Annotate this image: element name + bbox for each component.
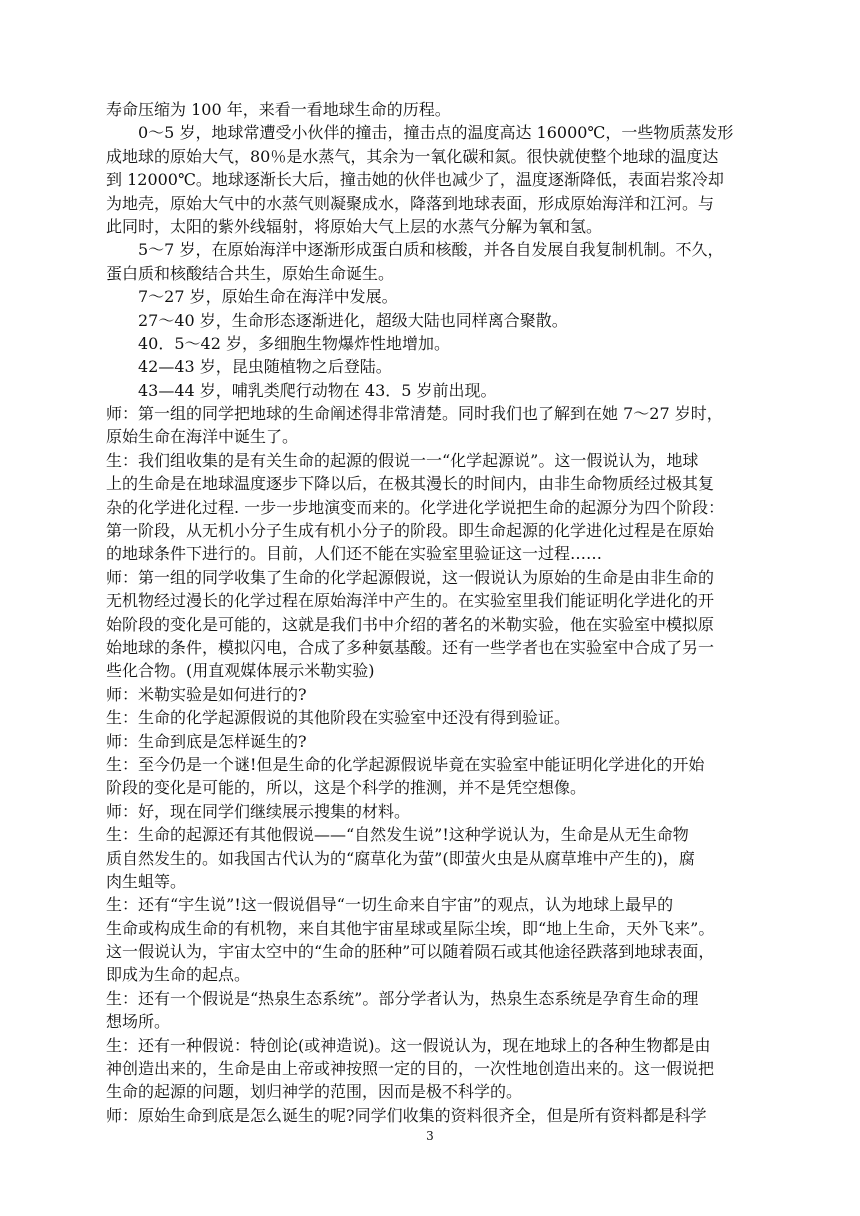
- text-line: 生：我们组收集的是有关生命的起源的假说一一“化学起源说”。这一假说认为，地球: [106, 450, 699, 470]
- text-line: 42—43 岁，昆虫随植物之后登陆。: [138, 357, 392, 377]
- text-line: 原始生命在海洋中诞生了。: [106, 427, 299, 447]
- text-line: 蛋白质和核酸结合共生，原始生命诞生。: [106, 263, 395, 283]
- text-line: 杂的化学进化过程. 一步一步地演变而来的。化学进化学说把生命的起源分为四个阶段：: [106, 497, 725, 517]
- text-line: 阶段的变化是可能的，所以，这是个科学的推测，并不是凭空想像。: [106, 778, 587, 798]
- text-line: 此同时，太阳的紫外线辐射，将原始大气上层的水蒸气分解为氧和氢。: [106, 216, 603, 236]
- text-line: 生：生命的起源还有其他假说——“自然发生说”!这种学说认为，生命是从无生命物: [106, 825, 689, 845]
- document-page: [106, 98, 760, 1127]
- text-line: 这一假说认为，宇宙太空中的“生命的胚种”可以随着陨石或其他途径跌落到地球表面，: [106, 942, 715, 962]
- text-line: 成地球的原始大气，80％是水蒸气，其余为一氧化碳和氮。很快就使整个地球的温度达: [106, 146, 719, 166]
- text-line: 43—44 岁，哺乳类爬行动物在 43．5 岁前出现。: [138, 380, 497, 400]
- text-line: 生：至今仍是一个谜!但是生命的化学起源假说毕竟在实验室中能证明化学进化的开始: [106, 754, 705, 774]
- text-line: 即成为生命的起点。: [106, 965, 251, 985]
- text-line: 生：生命的化学起源假说的其他阶段在实验室中还没有得到验证。: [106, 708, 571, 728]
- text-line: 生：还有“宇生说”!这一假说倡导“一切生命来自宇宙”的观点，认为地球上最早的: [106, 895, 674, 915]
- text-line: 师：米勒实验是如何进行的?: [106, 684, 307, 704]
- text-line: 生：还有一个假说是“热泉生态系统”。部分学者认为，热泉生态系统是孕育生命的理: [106, 988, 699, 1008]
- text-line: 神创造出来的，生命是由上帝或神按照一定的目的，一次性地创造出来的。这一假说把: [106, 1059, 715, 1079]
- page-number: 3: [426, 1129, 434, 1143]
- text-line: 为地壳，原始大气中的水蒸气则凝聚成水，降落到地球表面，形成原始海洋和江河。与: [106, 193, 715, 213]
- text-line: 师：生命到底是怎样诞生的?: [106, 731, 307, 751]
- text-line: 些化合物。(用直观媒体展示米勒实验): [106, 661, 375, 681]
- text-line: 的地球条件下进行的。目前，人们还不能在实验室里验证这一过程……: [106, 544, 603, 564]
- text-line: 第一阶段，从无机小分子生成有机小分子的阶段。即生命起源的化学进化过程是在原始: [106, 521, 715, 541]
- text-line: 到 12000℃。地球逐渐长大后，撞击她的伙伴也减少了，温度逐渐降低，表面岩浆冷却: [106, 170, 724, 190]
- text-line: 生：还有一种假说：特创论(或神造说)。这一假说认为，现在地球上的各种生物都是由: [106, 1035, 711, 1055]
- text-line: 想场所。: [106, 1012, 171, 1032]
- text-line: 生命的起源的问题，划归神学的范围，因而是极不科学的。: [106, 1082, 523, 1102]
- text-line: 始地球的条件，模拟闪电，合成了多种氨基酸。还有一些学者也在实验室中合成了另一: [106, 637, 715, 657]
- text-line: 0～5 岁，地球常遭受小伙伴的撞击，撞击点的温度高达 16000℃，一些物质蒸发形: [138, 123, 734, 143]
- text-line: 肉生蛆等。: [106, 871, 187, 891]
- text-line: 5～7 岁，在原始海洋中逐渐形成蛋白质和核酸，并各自发展自我复制机制。不久，: [138, 240, 724, 260]
- text-line: 质自然发生的。如我国古代认为的“腐草化为萤”(即萤火虫是从腐草堆中产生的)，腐: [106, 848, 695, 868]
- text-line: 40．5～42 岁，多细胞生物爆炸性地增加。: [138, 333, 450, 353]
- text-line: 师：第一组的同学把地球的生命阐述得非常清楚。同时我们也了解到在她 7～27 岁时，: [106, 404, 723, 424]
- text-line: 寿命压缩为 100 年，来看一看地球生命的历程。: [106, 100, 451, 119]
- text-line: 27～40 岁，生命形态逐渐进化，超级大陆也同样离合聚散。: [138, 310, 568, 330]
- text-line: 师：第一组的同学收集了生命的化学起源假说，这一假说认为原始的生命是由非生命的: [106, 567, 715, 587]
- text-line: 生命或构成生命的有机物，来自其他宇宙星球或星际尘埃，即“地上生命，天外飞来”。: [106, 918, 715, 938]
- text-line: 始阶段的变化是可能的，这就是我们书中介绍的著名的米勒实验，他在实验室中模拟原: [106, 614, 715, 634]
- text-line: 上的生命是在地球温度逐步下降以后，在极其漫长的时间内，由非生命物质经过极其复: [106, 474, 715, 494]
- text-line: 无机物经过漫长的化学过程在原始海洋中产生的。在实验室里我们能证明化学进化的开: [106, 591, 715, 611]
- text-line: 师：好，现在同学们继续展示搜集的材料。: [106, 801, 411, 821]
- text-line: 7～27 岁，原始生命在海洋中发展。: [138, 287, 398, 307]
- text-line: 师：原始生命到底是怎么诞生的呢?同学们收集的资料很齐全，但是所有资料都是科学: [106, 1105, 707, 1125]
